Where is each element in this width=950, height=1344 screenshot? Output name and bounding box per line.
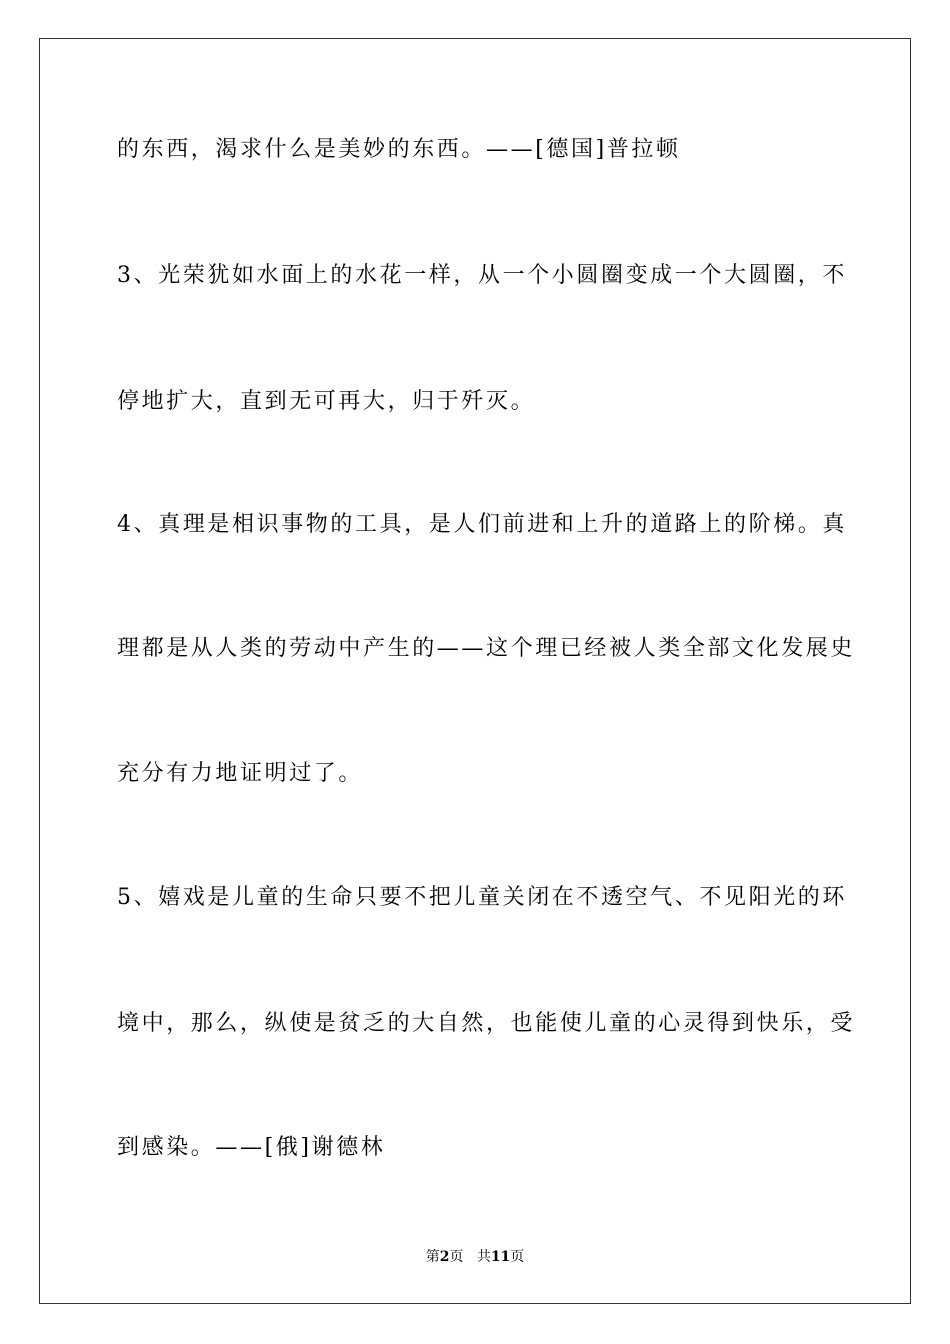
page-border bbox=[39, 38, 911, 1304]
text-line-5: 理都是从人类的劳动中产生的——这个理已经被人类全部文化发展史 bbox=[117, 636, 856, 661]
text-line-4: 4、真理是相识事物的工具，是人们前进和上升的道路上的阶梯。真 bbox=[117, 512, 847, 537]
text-line-9: 到感染。——[俄]谢德林 bbox=[117, 1135, 386, 1160]
total-suffix: 页 bbox=[510, 1249, 525, 1265]
text-line-8: 境中，那么，纵使是贫乏的大自然，也能使儿童的心灵得到快乐，受 bbox=[117, 1011, 856, 1036]
page-footer bbox=[0, 1248, 950, 1266]
page-number: 2 bbox=[439, 1249, 450, 1265]
text-line-2: 3、光荣犹如水面上的水花一样，从一个小圆圈变成一个大圆圈，不 bbox=[117, 263, 847, 288]
total-pages: 11 bbox=[490, 1249, 511, 1265]
text-line-7: 5、嬉戏是儿童的生命只要不把儿童关闭在不透空气、不见阳光的环 bbox=[117, 885, 847, 910]
page-prefix: 第 bbox=[425, 1249, 440, 1265]
text-line-3: 停地扩大，直到无可再大，归于歼灭。 bbox=[117, 389, 536, 414]
page-suffix: 页 bbox=[449, 1249, 464, 1265]
total-prefix: 共 bbox=[476, 1249, 491, 1265]
text-line-1: 的东西，渴求什么是美妙的东西。——[德国]普拉顿 bbox=[117, 137, 681, 162]
text-line-6: 充分有力地证明过了。 bbox=[117, 761, 364, 786]
